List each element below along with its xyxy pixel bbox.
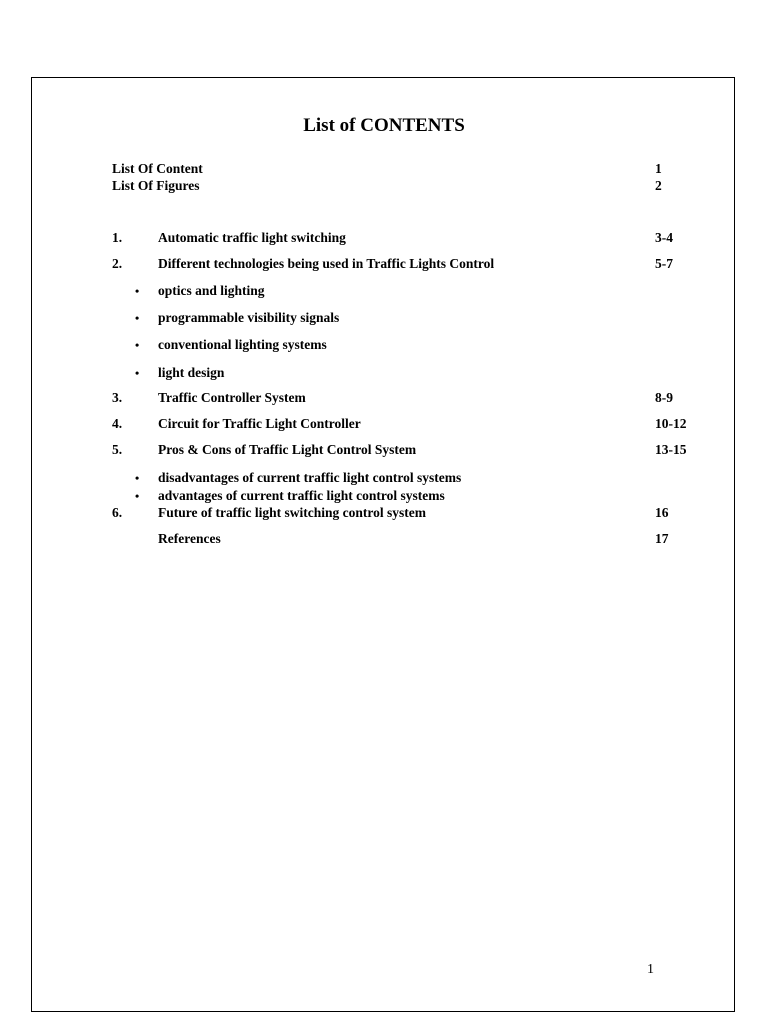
- footer-page-number: 1: [647, 962, 654, 977]
- toc-entry-page: 13-15: [655, 442, 687, 457]
- toc-entry-page: 16: [655, 505, 669, 520]
- toc-subitem: [0, 364, 768, 382]
- toc-entry-page: 10-12: [655, 416, 687, 431]
- toc-subitem: [0, 336, 768, 354]
- toc-subitem-text: programmable visibility signals: [158, 310, 340, 325]
- bullet-marker: •: [135, 338, 140, 352]
- toc-entry-page: 8-9: [655, 390, 673, 405]
- toc-subitem: [0, 469, 768, 487]
- toc-row: [0, 229, 768, 247]
- toc-entry-text: References: [158, 531, 221, 546]
- toc-entry-number: 4.: [112, 416, 123, 431]
- bullet-marker: •: [135, 366, 140, 380]
- bullet-marker: •: [135, 311, 140, 325]
- toc-row-references: [0, 530, 768, 548]
- toc-subitem-text: conventional lighting systems: [158, 337, 327, 352]
- toc-entry-number: 6.: [112, 505, 123, 520]
- toc-row: [0, 441, 768, 459]
- toc-front-row-list-of-content: [0, 160, 768, 178]
- toc-entry-number: 2.: [112, 256, 123, 271]
- toc-front-row-list-of-figures: [0, 177, 768, 195]
- toc-entry-text: Different technologies being used in Traffic Lights Control: [158, 256, 495, 271]
- toc-entry-page: 1: [655, 161, 662, 176]
- bullet-marker: •: [135, 489, 140, 503]
- toc-row: [0, 415, 768, 433]
- toc-entry-text: Pros & Cons of Traffic Light Control System: [158, 442, 417, 457]
- toc-entry-label: List Of Content: [112, 161, 203, 176]
- toc-entry-text: Automatic traffic light switching: [158, 230, 346, 245]
- toc-subitem: [0, 487, 768, 505]
- toc-entry-text: Circuit for Traffic Light Controller: [158, 416, 361, 431]
- toc-entry-number: 3.: [112, 390, 123, 405]
- toc-row: [0, 504, 768, 522]
- toc-subitem: [0, 282, 768, 300]
- toc-entry-page: 5-7: [655, 256, 673, 271]
- toc-entry-label: List Of Figures: [112, 178, 200, 193]
- toc-subitem-text: light design: [158, 365, 225, 380]
- toc-subitem-text: optics and lighting: [158, 283, 265, 298]
- toc-entry-page: 3-4: [655, 230, 673, 245]
- toc-entry-text: Future of traffic light switching control system: [158, 505, 426, 520]
- page-title: List of CONTENTS: [303, 115, 465, 136]
- bullet-marker: •: [135, 284, 140, 298]
- toc-subitem-text: advantages of current traffic light control systems: [158, 488, 445, 503]
- toc-entry-number: 1.: [112, 230, 123, 245]
- toc-subitem: [0, 309, 768, 327]
- toc-subitem-text: disadvantages of current traffic light control systems: [158, 470, 462, 485]
- toc-entry-page: 17: [655, 531, 669, 546]
- bullet-marker: •: [135, 471, 140, 485]
- toc-row: [0, 255, 768, 273]
- toc-entry-text: Traffic Controller System: [158, 390, 306, 405]
- toc-entry-number: 5.: [112, 442, 123, 457]
- toc-entry-page: 2: [655, 178, 662, 193]
- toc-row: [0, 389, 768, 407]
